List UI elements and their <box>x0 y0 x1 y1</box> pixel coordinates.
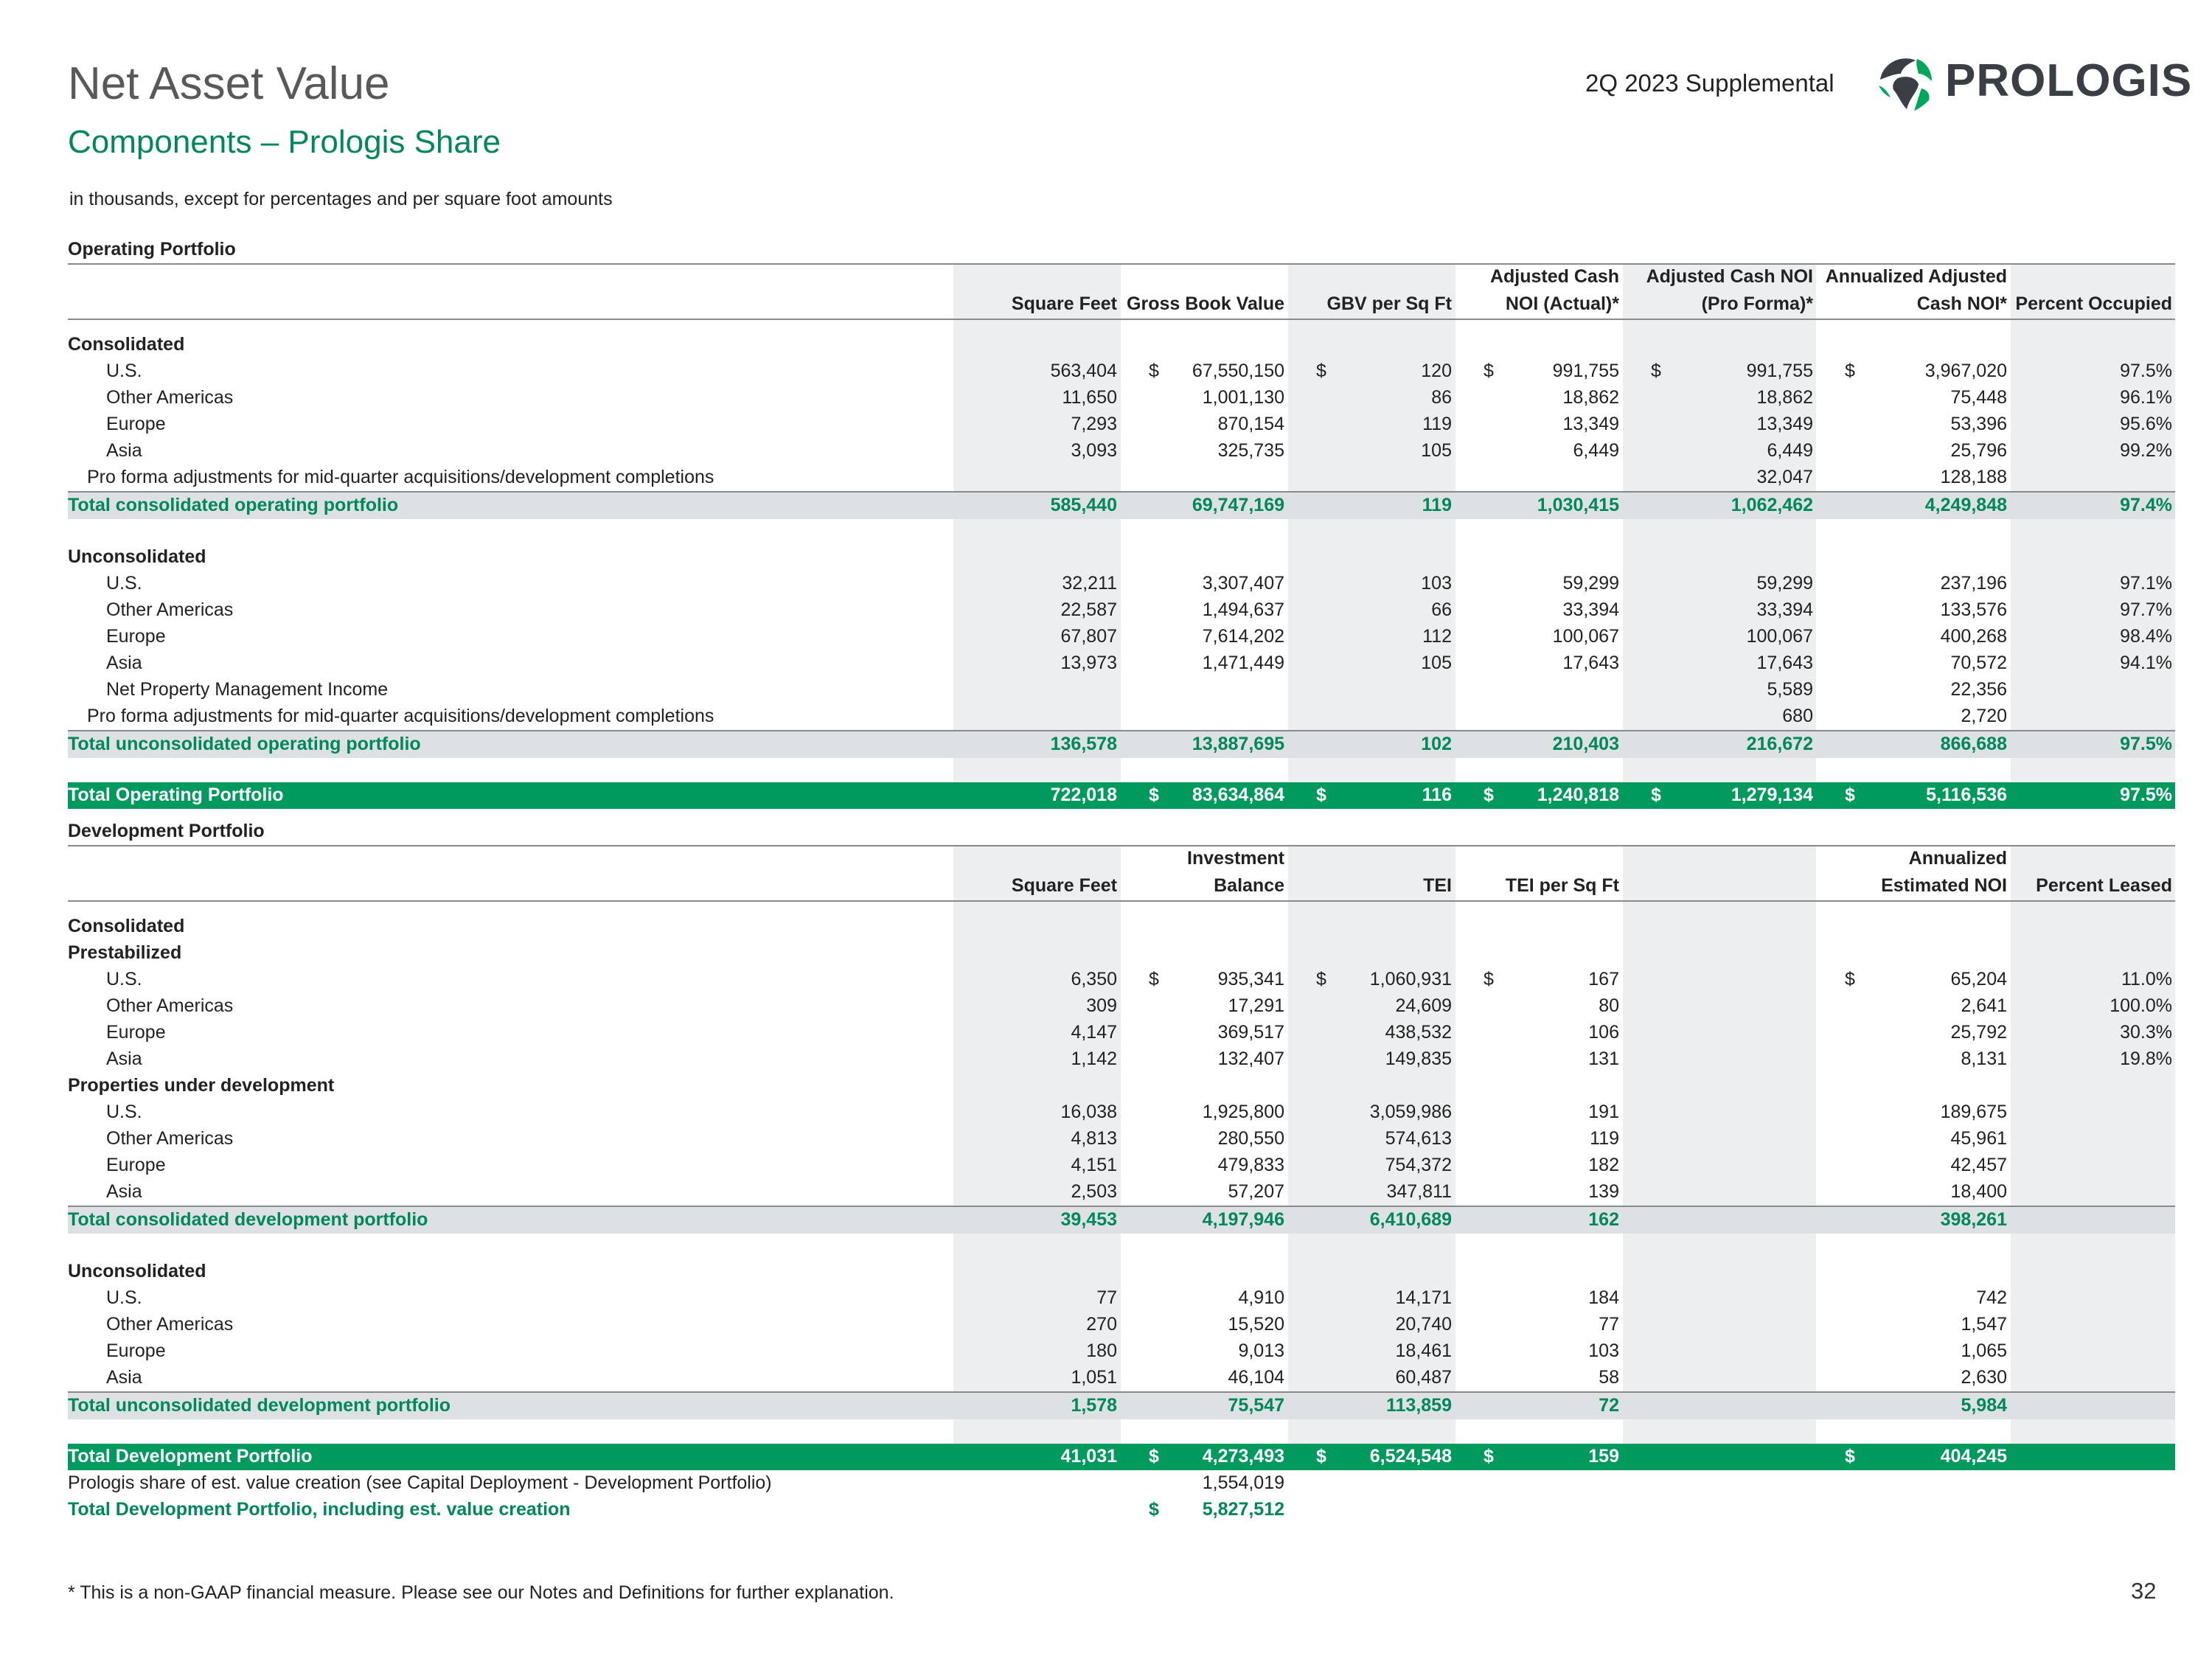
table-row <box>68 624 2175 650</box>
table-cell: 72 <box>1599 1395 1619 1416</box>
table-row <box>68 1391 2175 1419</box>
table-cell: 11,650 <box>1062 387 1117 408</box>
table-cell: 1,142 <box>1071 1048 1117 1069</box>
table-cell: 46,104 <box>1228 1367 1284 1388</box>
table-cell: 133,576 <box>1940 599 2007 620</box>
row-label: Properties under development <box>68 1075 335 1096</box>
table-cell: 438,532 <box>1385 1022 1452 1043</box>
column-header: Annualized Adjusted <box>1825 266 2007 287</box>
table-cell: 45,961 <box>1950 1128 2007 1149</box>
currency-symbol: $ <box>1316 1446 1326 1467</box>
column-header: Annualized <box>1908 848 2007 869</box>
page-number: 32 <box>2131 1578 2157 1604</box>
table-cell: 870,154 <box>1217 414 1284 434</box>
table-cell: 22,356 <box>1950 679 2007 700</box>
table-cell: 33,394 <box>1756 599 1813 620</box>
row-label: Prestabilized <box>68 942 182 963</box>
row-label: Europe <box>106 414 166 434</box>
table-row <box>68 465 2175 491</box>
row-label: Other Americas <box>106 387 234 408</box>
table-cell: 5,827,512 <box>1202 1499 1284 1520</box>
table-cell: 1,547 <box>1961 1314 2007 1335</box>
row-label: Pro forma adjustments for mid-quarter acquisitions/development completions <box>87 467 714 487</box>
table-cell: 722,018 <box>1050 785 1117 805</box>
table-cell: 22,587 <box>1060 599 1117 620</box>
table-row <box>68 544 2175 571</box>
row-label: Net Property Management Income <box>106 679 389 700</box>
table-cell: 106 <box>1588 1022 1619 1043</box>
logo-wordmark: PROLOGIS <box>1945 55 2193 106</box>
operating-section-title: Operating Portfolio <box>68 239 236 260</box>
table-cell: 4,910 <box>1238 1287 1284 1308</box>
table-cell: 99.2% <box>2120 440 2172 461</box>
table-cell: 585,440 <box>1050 495 1117 515</box>
table-cell: 11.0% <box>2121 969 2172 990</box>
table-row <box>68 385 2175 411</box>
table-cell: 77 <box>1599 1314 1619 1335</box>
table-cell: 94.1% <box>2120 653 2172 673</box>
row-label: Unconsolidated <box>68 1261 206 1281</box>
row-label: Other Americas <box>106 995 234 1016</box>
table-cell: 86 <box>1431 387 1452 408</box>
currency-symbol: $ <box>1845 785 1855 805</box>
currency-symbol: $ <box>1149 1446 1159 1467</box>
divider <box>68 319 2175 320</box>
table-row <box>68 730 2175 758</box>
table-cell: 97.1% <box>2120 573 2172 594</box>
table-row <box>68 438 2175 465</box>
table-cell: 680 <box>1782 706 1813 726</box>
table-cell: 18,862 <box>1756 387 1813 408</box>
table-cell: 6,350 <box>1071 969 1117 990</box>
table-cell: 1,279,134 <box>1731 785 1813 805</box>
table-cell: 1,030,415 <box>1537 495 1619 515</box>
table-cell: 4,197,946 <box>1202 1209 1284 1230</box>
table-row <box>68 1179 2175 1206</box>
table-cell: 5,984 <box>1961 1395 2007 1416</box>
table-cell: 132,407 <box>1217 1048 1284 1069</box>
table-cell: 13,349 <box>1562 414 1619 434</box>
column-header: GBV per Sq Ft <box>1326 293 1452 314</box>
column-header: Percent Occupied <box>2015 293 2172 314</box>
table-cell: 13,349 <box>1756 414 1813 434</box>
row-label: Other Americas <box>106 599 234 620</box>
table-cell: 754,372 <box>1385 1155 1452 1175</box>
row-label: Pro forma adjustments for mid-quarter acquisitions/development completions <box>87 706 714 726</box>
table-cell: 95.6% <box>2120 414 2172 434</box>
table-cell: 58 <box>1599 1367 1619 1388</box>
table-cell: 8,131 <box>1961 1048 2007 1069</box>
page-subtitle: Components – Prologis Share <box>68 124 501 160</box>
row-label: Europe <box>106 1340 166 1361</box>
table-cell: 100,067 <box>1746 626 1813 647</box>
table-cell: 77 <box>1096 1287 1117 1308</box>
table-cell: 1,065 <box>1961 1340 2007 1361</box>
row-label: Total Development Portfolio <box>68 1446 313 1467</box>
table-cell: 18,461 <box>1395 1340 1452 1361</box>
table-cell: 935,341 <box>1217 969 1284 990</box>
table-cell: 2,630 <box>1961 1367 2007 1388</box>
units-note: in thousands, except for percentages and per square foot amounts <box>69 189 613 209</box>
table-cell: 13,887,695 <box>1192 734 1284 754</box>
table-cell: 167 <box>1588 969 1619 990</box>
table-cell: 400,268 <box>1940 626 2007 647</box>
table-row <box>68 1020 2175 1046</box>
table-cell: 96.1% <box>2120 387 2172 408</box>
table-cell: 59,299 <box>1562 573 1619 594</box>
table-cell: 16,038 <box>1060 1102 1117 1122</box>
currency-symbol: $ <box>1484 361 1494 381</box>
currency-symbol: $ <box>1316 361 1326 381</box>
table-cell: 216,672 <box>1746 734 1813 754</box>
table-cell: 1,554,019 <box>1202 1472 1284 1493</box>
table-row <box>68 1073 2175 1099</box>
table-cell: 60,487 <box>1395 1367 1452 1388</box>
development-section-title: Development Portfolio <box>68 821 265 841</box>
table-cell: 563,404 <box>1050 361 1117 381</box>
currency-symbol: $ <box>1845 969 1855 990</box>
table-cell: 59,299 <box>1756 573 1813 594</box>
table-cell: 102 <box>1421 734 1452 754</box>
table-cell: 19.8% <box>2120 1048 2172 1069</box>
row-label: Total unconsolidated operating portfolio <box>68 734 421 754</box>
table-cell: 131 <box>1588 1048 1619 1069</box>
table-cell: 309 <box>1086 995 1117 1016</box>
currency-symbol: $ <box>1316 969 1326 990</box>
table-row <box>68 1312 2175 1338</box>
table-cell: 14,171 <box>1395 1287 1452 1308</box>
column-header: Balance <box>1214 875 1284 896</box>
row-label: Total Development Portfolio, including est. value creation <box>68 1499 571 1520</box>
table-row <box>68 703 2175 730</box>
row-label: Europe <box>106 1155 166 1175</box>
table-cell: 42,457 <box>1950 1155 2007 1175</box>
table-cell: 4,249,848 <box>1924 495 2007 515</box>
table-cell: 1,060,931 <box>1369 969 1452 990</box>
column-header: Gross Book Value <box>1127 293 1284 314</box>
table-row <box>68 782 2175 809</box>
row-label: Consolidated <box>68 334 185 355</box>
row-label: Europe <box>106 1022 166 1043</box>
currency-symbol: $ <box>1484 785 1494 805</box>
table-cell: 128,188 <box>1940 467 2007 487</box>
table-cell: 149,835 <box>1385 1048 1452 1069</box>
table-cell: 398,261 <box>1940 1209 2007 1230</box>
table-row <box>68 1099 2175 1126</box>
currency-symbol: $ <box>1149 969 1159 990</box>
row-label: Total consolidated operating portfolio <box>68 495 399 515</box>
table-cell: 17,643 <box>1756 653 1813 673</box>
table-row <box>68 1046 2175 1073</box>
table-cell: 184 <box>1588 1287 1619 1308</box>
currency-symbol: $ <box>1149 361 1159 381</box>
table-cell: 159 <box>1588 1446 1619 1467</box>
table-cell: 97.4% <box>2120 495 2172 515</box>
table-cell: 66 <box>1431 599 1452 620</box>
row-label: U.S. <box>106 969 142 990</box>
table-cell: 57,207 <box>1228 1181 1284 1202</box>
row-label: U.S. <box>106 573 142 594</box>
table-cell: 100,067 <box>1552 626 1619 647</box>
row-label: U.S. <box>106 1102 142 1122</box>
table-cell: 574,613 <box>1385 1128 1452 1149</box>
table-cell: 75,547 <box>1228 1395 1284 1416</box>
table-cell: 162 <box>1588 1209 1619 1230</box>
table-cell: 18,862 <box>1562 387 1619 408</box>
table-cell: 1,471,449 <box>1202 653 1284 673</box>
table-cell: 237,196 <box>1940 573 2007 594</box>
table-row <box>68 993 2175 1020</box>
table-cell: 33,394 <box>1562 599 1619 620</box>
table-cell: 98.4% <box>2120 626 2172 647</box>
table-cell: 17,643 <box>1562 653 1619 673</box>
column-header: Investment <box>1187 848 1284 869</box>
table-cell: 270 <box>1086 1314 1117 1335</box>
table-row <box>68 1365 2175 1391</box>
table-cell: 3,307,407 <box>1202 573 1284 594</box>
table-cell: 136,578 <box>1050 734 1117 754</box>
column-header: TEI per Sq Ft <box>1505 875 1619 896</box>
table-cell: 9,013 <box>1238 1340 1284 1361</box>
row-label: U.S. <box>106 1287 142 1308</box>
column-header: Cash NOI* <box>1916 293 2007 314</box>
currency-symbol: $ <box>1651 785 1661 805</box>
row-label: Other Americas <box>106 1314 234 1335</box>
table-cell: 6,410,689 <box>1369 1209 1452 1230</box>
table-row <box>68 1259 2175 1285</box>
table-cell: 30.3% <box>2120 1022 2172 1043</box>
table-cell: 97.7% <box>2120 599 2172 620</box>
table-cell: 13,973 <box>1060 653 1117 673</box>
table-row <box>68 1470 2175 1497</box>
table-cell: 97.5% <box>2120 734 2172 754</box>
table-cell: 4,813 <box>1071 1128 1117 1149</box>
table-cell: 1,240,818 <box>1537 785 1619 805</box>
table-cell: 3,093 <box>1071 440 1117 461</box>
table-cell: 105 <box>1421 440 1452 461</box>
table-cell: 18,400 <box>1950 1181 2007 1202</box>
table-cell: 97.5% <box>2120 361 2172 381</box>
currency-symbol: $ <box>1845 361 1855 381</box>
table-cell: 15,520 <box>1228 1314 1284 1335</box>
table-cell: 7,293 <box>1071 414 1117 434</box>
table-row <box>68 597 2175 624</box>
table-row <box>68 1285 2175 1312</box>
row-label: Total Operating Portfolio <box>68 785 284 805</box>
table-row <box>68 940 2175 967</box>
table-cell: 119 <box>1590 1128 1619 1149</box>
table-cell: 103 <box>1421 573 1452 594</box>
table-cell: 1,062,462 <box>1731 495 1813 515</box>
table-cell: 20,740 <box>1395 1314 1452 1335</box>
prologis-logo <box>1873 52 2193 118</box>
footnote: * This is a non-GAAP financial measure. Please see our Notes and Definitions for further explanation. <box>68 1582 894 1603</box>
table-cell: 24,609 <box>1395 995 1452 1016</box>
table-cell: 182 <box>1588 1155 1619 1175</box>
table-cell: 1,051 <box>1071 1367 1117 1388</box>
row-label: Prologis share of est. value creation (see Capital Deployment - Development Portfolio) <box>68 1472 772 1493</box>
row-label: Consolidated <box>68 916 185 936</box>
row-label: Asia <box>106 1181 142 1202</box>
table-cell: 4,151 <box>1071 1155 1117 1175</box>
table-row <box>68 571 2175 597</box>
table-row <box>68 358 2175 385</box>
table-cell: 39,453 <box>1060 1209 1117 1230</box>
currency-symbol: $ <box>1149 1499 1159 1520</box>
table-cell: 7,614,202 <box>1202 626 1284 647</box>
table-cell: 100.0% <box>2110 995 2172 1016</box>
table-row <box>68 677 2175 703</box>
table-row <box>68 411 2175 438</box>
table-cell: 116 <box>1422 785 1452 805</box>
table-row <box>68 1338 2175 1365</box>
table-row <box>68 491 2175 519</box>
table-cell: 25,792 <box>1950 1022 2007 1043</box>
currency-symbol: $ <box>1149 785 1159 805</box>
table-cell: 25,796 <box>1950 440 2007 461</box>
table-cell: 1,494,637 <box>1202 599 1284 620</box>
table-cell: 991,755 <box>1746 361 1813 381</box>
table-cell: 80 <box>1599 995 1619 1016</box>
table-cell: 17,291 <box>1228 995 1284 1016</box>
currency-symbol: $ <box>1316 785 1326 805</box>
table-cell: 139 <box>1588 1181 1619 1202</box>
table-cell: 191 <box>1588 1102 1619 1122</box>
table-row <box>68 1206 2175 1234</box>
table-cell: 866,688 <box>1940 734 2007 754</box>
table-cell: 3,059,986 <box>1369 1102 1452 1122</box>
table-row <box>68 914 2175 940</box>
column-header: TEI <box>1423 875 1452 896</box>
table-cell: 105 <box>1421 653 1452 673</box>
table-cell: 347,811 <box>1386 1181 1452 1202</box>
table-cell: 2,503 <box>1071 1181 1117 1202</box>
row-label: Asia <box>106 440 142 461</box>
column-header: Square Feet <box>1011 875 1117 896</box>
table-cell: 112 <box>1422 626 1452 647</box>
row-label: Asia <box>106 653 142 673</box>
table-cell: 5,116,536 <box>1926 785 2007 805</box>
currency-symbol: $ <box>1651 361 1661 381</box>
table-cell: 991,755 <box>1552 361 1619 381</box>
table-cell: 65,204 <box>1950 969 2007 990</box>
row-label: Asia <box>106 1048 142 1069</box>
row-label: Europe <box>106 626 166 647</box>
table-cell: 119 <box>1422 414 1452 434</box>
table-cell: 70,572 <box>1950 653 2007 673</box>
table-cell: 119 <box>1422 495 1452 515</box>
table-cell: 6,449 <box>1573 440 1619 461</box>
column-header: Percent Leased <box>2036 875 2172 896</box>
row-label: U.S. <box>106 361 142 381</box>
table-row <box>68 1497 2175 1523</box>
table-cell: 67,550,150 <box>1192 361 1284 381</box>
table-cell: 2,641 <box>1961 995 2007 1016</box>
supplemental-label: 2Q 2023 Supplemental <box>1585 69 1834 97</box>
table-cell: 210,403 <box>1552 734 1619 754</box>
row-label: Other Americas <box>106 1128 234 1149</box>
row-label: Total consolidated development portfolio <box>68 1209 428 1230</box>
currency-symbol: $ <box>1845 1446 1855 1467</box>
table-row <box>68 1152 2175 1179</box>
column-header: Estimated NOI <box>1881 875 2007 896</box>
table-cell: 120 <box>1421 361 1452 381</box>
table-cell: 113,859 <box>1386 1395 1452 1416</box>
table-cell: 75,448 <box>1950 387 2007 408</box>
table-cell: 6,449 <box>1767 440 1813 461</box>
table-cell: 280,550 <box>1217 1128 1284 1149</box>
table-cell: 83,634,864 <box>1192 785 1284 805</box>
divider <box>68 900 2175 902</box>
table-cell: 5,589 <box>1767 679 1813 700</box>
table-cell: 479,833 <box>1217 1155 1284 1175</box>
table-row <box>68 650 2175 677</box>
column-header: Adjusted Cash <box>1489 266 1619 287</box>
table-cell: 97.5% <box>2120 785 2172 805</box>
table-cell: 325,735 <box>1217 440 1284 461</box>
table-row <box>68 332 2175 358</box>
table-cell: 103 <box>1588 1340 1619 1361</box>
table-cell: 189,675 <box>1940 1102 2007 1122</box>
table-cell: 41,031 <box>1060 1446 1117 1467</box>
column-header: Adjusted Cash NOI <box>1646 266 1813 287</box>
table-cell: 2,720 <box>1961 706 2007 726</box>
table-cell: 369,517 <box>1217 1022 1284 1043</box>
table-cell: 6,524,548 <box>1369 1446 1452 1467</box>
table-cell: 53,396 <box>1950 414 2007 434</box>
table-cell: 1,001,130 <box>1202 387 1284 408</box>
table-cell: 1,925,800 <box>1202 1102 1284 1122</box>
table-cell: 32,047 <box>1756 467 1813 487</box>
row-label: Unconsolidated <box>68 546 206 567</box>
column-header: (Pro Forma)* <box>1701 293 1813 314</box>
table-cell: 180 <box>1086 1340 1117 1361</box>
row-label: Total unconsolidated development portfolio <box>68 1395 451 1416</box>
row-label: Asia <box>106 1367 142 1388</box>
table-cell: 69,747,169 <box>1192 495 1284 515</box>
currency-symbol: $ <box>1484 1446 1494 1467</box>
page-title: Net Asset Value <box>68 58 390 109</box>
column-header: NOI (Actual)* <box>1505 293 1619 314</box>
currency-symbol: $ <box>1484 969 1494 990</box>
table-cell: 1,578 <box>1071 1395 1117 1416</box>
table-cell: 3,967,020 <box>1924 361 2007 381</box>
table-row <box>68 967 2175 993</box>
table-cell: 4,147 <box>1071 1022 1117 1043</box>
table-row <box>68 1126 2175 1152</box>
table-cell: 404,245 <box>1940 1446 2007 1467</box>
table-row <box>68 1444 2175 1470</box>
table-cell: 32,211 <box>1062 573 1117 594</box>
table-cell: 4,273,493 <box>1202 1446 1284 1467</box>
column-header: Square Feet <box>1011 293 1117 314</box>
table-cell: 67,807 <box>1060 626 1117 647</box>
table-cell: 742 <box>1976 1287 2007 1308</box>
